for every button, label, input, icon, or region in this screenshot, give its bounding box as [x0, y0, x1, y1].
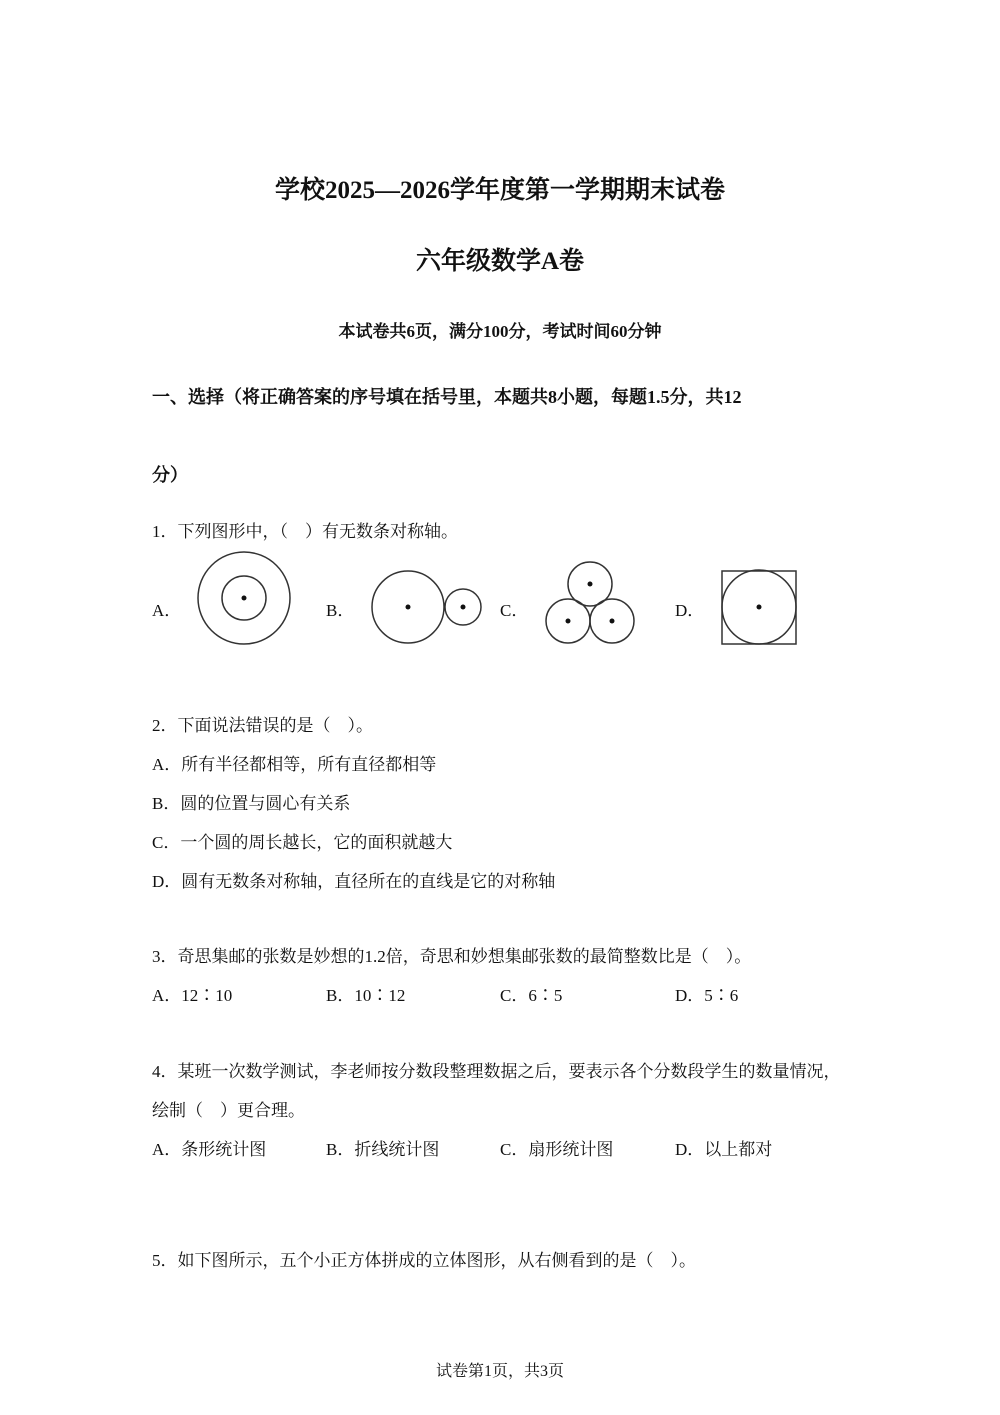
question-3-stem: 3．奇思集邮的张数是妙想的1.2倍，奇思和妙想集邮张数的最简整数比是（ ）。 — [152, 947, 752, 966]
question-4-stem-cont: 绘制（ ）更合理。 — [152, 1101, 305, 1120]
question-3-option-a: A．12∶10 — [152, 986, 233, 1005]
figure-c-center-dot-right — [610, 619, 615, 624]
question-1-option-d: D． — [675, 601, 705, 620]
question-2-option-c: C．一个圆的周长越长，它的面积就越大 — [152, 833, 453, 852]
question-1-option-b: B． — [326, 601, 355, 620]
figure-d-center-dot — [757, 605, 762, 610]
question-2-option-a: A．所有半径都相等，所有直径都相等 — [152, 755, 437, 774]
question-1-option-a: A． — [152, 601, 182, 620]
question-2-option-d: D．圆有无数条对称轴，直径所在的直线是它的对称轴 — [152, 872, 556, 891]
figure-c-three-circles — [546, 562, 634, 643]
question-1-figures — [0, 0, 1000, 700]
question-4-option-c: C．扇形统计图 — [500, 1140, 614, 1159]
question-4-option-d: D．以上都对 — [675, 1140, 773, 1159]
question-3-option-d: D．5∶6 — [675, 986, 739, 1005]
exam-title: 学校2025—2026学年度第一学期期末试卷 — [274, 177, 725, 204]
question-3-option-b: B．10∶12 — [326, 986, 406, 1005]
figure-c-center-dot-left — [566, 619, 571, 624]
question-4-stem: 4．某班一次数学测试，李老师按分数段整理数据之后，要表示各个分数段学生的数量情况， — [152, 1062, 841, 1081]
exam-info: 本试卷共6页，满分100分，考试时间60分钟 — [338, 322, 662, 341]
question-1-stem: 1．下列图形中，（ ）有无数条对称轴。 — [152, 522, 458, 541]
question-1-option-c: C． — [500, 601, 529, 620]
figure-a-center-dot — [242, 596, 247, 601]
section-heading: 一、选择（将正确答案的序号填在括号里，本题共8小题，每题1.5分，共12 — [152, 387, 742, 407]
exam-subtitle: 六年级数学A卷 — [415, 248, 585, 275]
section-heading-cont: 分） — [152, 465, 188, 485]
page-footer: 试卷第1页，共3页 — [435, 1363, 564, 1380]
question-4-option-b: B．折线统计图 — [326, 1140, 440, 1159]
question-2-option-b: B．圆的位置与圆心有关系 — [152, 794, 351, 813]
question-3-option-c: C．6∶5 — [500, 986, 563, 1005]
question-4-option-a: A．条形统计图 — [152, 1140, 267, 1159]
figure-b-center-dot-small — [461, 605, 466, 610]
question-2-stem: 2．下面说法错误的是（ ）。 — [152, 716, 373, 735]
question-5-stem: 5．如下图所示，五个小正方体拼成的立体图形，从右侧看到的是（ ）。 — [152, 1251, 696, 1270]
figure-b-center-dot-large — [406, 605, 411, 610]
figure-c-center-dot-top — [588, 582, 593, 587]
